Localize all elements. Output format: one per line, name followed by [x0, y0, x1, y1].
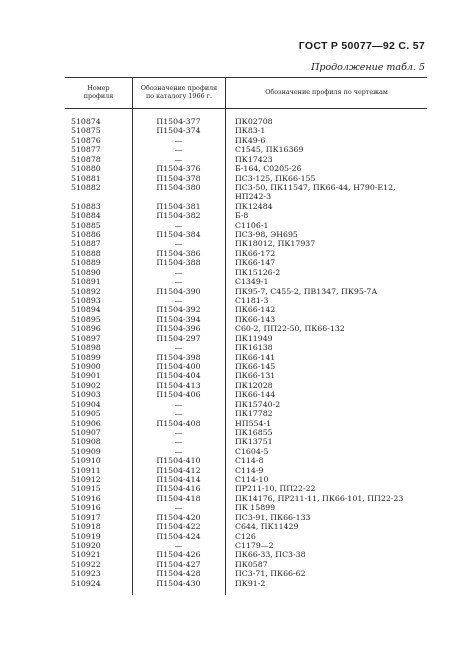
- profile-number-cell: 510874: [71, 117, 101, 126]
- drawing-designation-cell: ПК66-144: [235, 390, 276, 400]
- catalog-designation-cell: —: [174, 267, 183, 277]
- table-row: [65, 447, 427, 456]
- drawing-designation-cell: С1179—2: [235, 540, 274, 550]
- table-row: [65, 532, 427, 541]
- catalog-designation-cell: —: [174, 409, 183, 419]
- table-row: [65, 428, 427, 437]
- table-row: [65, 541, 427, 550]
- profile-number-cell: 510887: [71, 239, 101, 249]
- profile-number-cell: 510912: [71, 475, 101, 485]
- drawing-designation-cell: С1545, ПК16369: [235, 145, 304, 155]
- table-row: [65, 513, 427, 522]
- drawing-designation-cell: С1604-5: [235, 446, 269, 456]
- table-body: [65, 117, 427, 588]
- catalog-designation-cell: П1504-388: [156, 258, 201, 268]
- catalog-designation-cell: П1504-396: [156, 324, 201, 334]
- drawing-designation-cell: ПК16138: [235, 343, 273, 353]
- drawing-designation-cell: С644, ПК11429: [235, 522, 299, 532]
- drawing-designation-cell: ПК15126-2: [235, 267, 281, 277]
- drawing-designation-cell: ПК11949: [235, 333, 273, 343]
- catalog-designation-cell: —: [174, 135, 183, 145]
- catalog-designation-cell: —: [174, 540, 183, 550]
- profile-number-cell: 510897: [71, 333, 101, 343]
- profile-number-cell: 510880: [71, 164, 101, 174]
- profile-number-cell: 510906: [71, 418, 101, 428]
- table-row: [65, 371, 427, 380]
- catalog-designation-cell: П1504-297: [156, 333, 201, 343]
- table-row: [65, 230, 427, 239]
- table-row: [65, 437, 427, 446]
- drawing-designation-cell: ПС3-91, ПК66-133: [235, 512, 311, 522]
- profile-number-cell: 510907: [71, 427, 101, 437]
- catalog-designation-cell: —: [174, 343, 183, 353]
- table-row: [65, 268, 427, 277]
- profile-number-cell: 510895: [71, 314, 101, 324]
- table-continuation-label: Продолжение табл. 5: [311, 62, 425, 73]
- drawing-designation-cell: ПК49-6: [235, 135, 266, 145]
- profile-number-cell: 510886: [71, 230, 101, 240]
- drawing-designation-cell: ПК12028: [235, 380, 273, 390]
- table-row: [65, 145, 427, 154]
- drawing-designation-cell: ПК0587: [235, 559, 268, 569]
- profile-number-cell: 510890: [71, 267, 101, 277]
- drawing-designation-cell: ПК17423: [235, 154, 273, 164]
- table-row: [65, 381, 427, 390]
- table-row: [65, 550, 427, 559]
- profile-number-cell: 510919: [71, 531, 101, 541]
- table-row: [65, 174, 427, 183]
- catalog-designation-cell: П1504-413: [156, 380, 201, 390]
- catalog-designation-cell: П1504-427: [156, 559, 201, 569]
- drawing-designation-cell: ПС3-125, ПК66-155: [235, 173, 316, 183]
- table-row: [65, 239, 427, 248]
- table-row: [65, 334, 427, 343]
- catalog-designation-cell: П1504-416: [156, 484, 201, 494]
- profile-number-cell: 510916: [71, 503, 101, 513]
- table-row: [65, 466, 427, 475]
- catalog-designation-cell: П1504-384: [156, 230, 201, 240]
- drawing-designation-cell: С1349-1: [235, 277, 269, 287]
- catalog-designation-cell: П1504-424: [156, 531, 201, 541]
- drawing-designation-cell: С60-2, ПП22-50, ПК66-132: [235, 324, 345, 334]
- catalog-designation-cell: —: [174, 427, 183, 437]
- table-row: [65, 192, 427, 201]
- table-row: [65, 211, 427, 220]
- profile-number-cell: 510891: [71, 277, 101, 287]
- table-row: [65, 522, 427, 531]
- table-row: [65, 305, 427, 314]
- profile-number-cell: 510878: [71, 154, 101, 164]
- table-row: [65, 155, 427, 164]
- catalog-designation-cell: П1504-380: [156, 182, 201, 192]
- drawing-designation-cell: ПР211-10, ПП22-22: [235, 484, 316, 494]
- profile-number-cell: 510899: [71, 352, 101, 362]
- drawing-designation-cell: С114-8: [235, 456, 264, 466]
- profile-number-cell: 510877: [71, 145, 101, 155]
- drawing-designation-cell: ПК66-145: [235, 361, 276, 371]
- catalog-designation-cell: П1504-377: [156, 117, 201, 126]
- drawing-designation-cell: ПК17782: [235, 409, 273, 419]
- catalog-designation-cell: —: [174, 399, 183, 409]
- profile-number-cell: 510920: [71, 540, 101, 550]
- catalog-designation-cell: П1504-420: [156, 512, 201, 522]
- catalog-designation-cell: П1504-394: [156, 314, 201, 324]
- profile-number-cell: 510894: [71, 305, 101, 315]
- table-row: [65, 579, 427, 588]
- table-row: [65, 258, 427, 267]
- table-row: [65, 475, 427, 484]
- drawing-designation-cell: ПК14176, ПР211-11, ПК66-101, ПП22-23: [235, 493, 404, 503]
- catalog-designation-cell: П1504-426: [156, 550, 201, 560]
- table-row: [65, 390, 427, 399]
- catalog-designation-cell: П1504-430: [156, 578, 201, 588]
- catalog-designation-cell: П1504-386: [156, 248, 201, 258]
- catalog-designation-cell: —: [174, 277, 183, 287]
- profile-number-cell: 510909: [71, 446, 101, 456]
- drawing-designation-cell: ПС3-50, ПК11547, ПК66-44, Н790-Е12,: [235, 182, 396, 192]
- catalog-designation-cell: П1504-392: [156, 305, 201, 315]
- table-row: [65, 400, 427, 409]
- table-row: [65, 249, 427, 258]
- table-row: [65, 494, 427, 503]
- header-catalog-designation: Обозначение профиля по каталогу 1966 г.: [140, 84, 218, 100]
- drawing-designation-cell: ПК66-143: [235, 314, 276, 324]
- profile-number-cell: 510898: [71, 343, 101, 353]
- catalog-designation-cell: П1504-418: [156, 493, 201, 503]
- profile-number-cell: 510905: [71, 409, 101, 419]
- drawing-designation-cell: Б-164, С0205-26: [235, 164, 302, 174]
- drawing-designation-cell: НП242-3: [235, 192, 272, 202]
- catalog-designation-cell: П1504-390: [156, 286, 201, 296]
- table-row: [65, 202, 427, 211]
- catalog-designation-cell: —: [174, 503, 183, 513]
- page-header: ГОСТ Р 50077—92 С. 57: [298, 40, 425, 52]
- catalog-designation-cell: —: [174, 145, 183, 155]
- profile-number-cell: 510903: [71, 390, 101, 400]
- catalog-designation-cell: П1504-376: [156, 164, 201, 174]
- table-row: [65, 324, 427, 333]
- catalog-designation-cell: П1504-381: [156, 201, 201, 211]
- table-row: [65, 126, 427, 135]
- drawing-designation-cell: Б-8: [235, 211, 249, 221]
- header-drawing-designation: Обозначение профиля по чертежам: [265, 87, 388, 96]
- table-row: [65, 136, 427, 145]
- profile-number-cell: 510910: [71, 456, 101, 466]
- catalog-designation-cell: —: [174, 154, 183, 164]
- table-row: [65, 409, 427, 418]
- drawing-designation-cell: ПК13751: [235, 437, 273, 447]
- drawing-designation-cell: С114-9: [235, 465, 264, 475]
- table-row: [65, 277, 427, 286]
- drawing-designation-cell: ПК83-1: [235, 126, 266, 136]
- table-row: [65, 569, 427, 578]
- catalog-designation-cell: —: [174, 220, 183, 230]
- profile-number-cell: 510922: [71, 559, 101, 569]
- drawing-designation-cell: ПК 15899: [235, 503, 276, 513]
- profile-number-cell: 510900: [71, 361, 101, 371]
- table-header-border: [65, 108, 427, 109]
- drawing-designation-cell: ПК95-7, С455-2, ПВ1347, ПК95-7А: [235, 286, 378, 296]
- profile-number-cell: 510882: [71, 182, 101, 192]
- profile-number-cell: 510885: [71, 220, 101, 230]
- table-row: [65, 164, 427, 173]
- catalog-designation-cell: —: [174, 239, 183, 249]
- profile-number-cell: 510923: [71, 569, 101, 579]
- profile-number-cell: 510921: [71, 550, 101, 560]
- table-row: [65, 287, 427, 296]
- drawing-designation-cell: С114-10: [235, 475, 269, 485]
- table-row: [65, 353, 427, 362]
- table-row: [65, 456, 427, 465]
- profile-number-cell: [65, 192, 132, 201]
- profile-number-cell: 510918: [71, 522, 101, 532]
- profile-number-cell: 510908: [71, 437, 101, 447]
- drawing-designation-cell: ПК18012, ПК17937: [235, 239, 316, 249]
- drawing-designation-cell: ПК91-2: [235, 578, 266, 588]
- catalog-designation-cell: П1504-400: [156, 361, 201, 371]
- profile-number-cell: 510901: [71, 371, 101, 381]
- profile-number-cell: 510893: [71, 296, 101, 306]
- drawing-designation-cell: ПК66-147: [235, 258, 276, 268]
- drawing-designation-cell: ПК02708: [235, 117, 273, 126]
- catalog-designation-cell: —: [174, 437, 183, 447]
- profile-number-cell: 510917: [71, 512, 101, 522]
- catalog-designation-cell: П1504-428: [156, 569, 201, 579]
- profile-number-cell: 510896: [71, 324, 101, 334]
- profile-number-cell: 510911: [71, 465, 101, 475]
- profile-number-cell: 510916: [71, 493, 101, 503]
- catalog-designation-cell: —: [174, 446, 183, 456]
- table-row: [65, 362, 427, 371]
- profile-number-cell: 510915: [71, 484, 101, 494]
- catalog-designation-cell: П1504-382: [156, 211, 201, 221]
- table-row: [65, 296, 427, 305]
- profile-number-cell: 510881: [71, 173, 101, 183]
- catalog-designation-cell: —: [174, 296, 183, 306]
- profile-number-cell: 510902: [71, 380, 101, 390]
- drawing-designation-cell: ПК66-142: [235, 305, 276, 315]
- profile-number-cell: 510924: [71, 578, 101, 588]
- table-row: [65, 503, 427, 512]
- profile-number-cell: 510884: [71, 211, 101, 221]
- drawing-designation-cell: ПС3-98, ЭН695: [235, 230, 298, 240]
- table-row: [65, 484, 427, 493]
- catalog-designation-cell: П1504-414: [156, 475, 201, 485]
- drawing-designation-cell: ПК66-141: [235, 352, 276, 362]
- drawing-designation-cell: С1181-3: [235, 296, 269, 306]
- table-row: [65, 343, 427, 352]
- table-row: [65, 315, 427, 324]
- profile-number-cell: 510892: [71, 286, 101, 296]
- profile-number-cell: 510875: [71, 126, 101, 136]
- profile-number-cell: 510904: [71, 399, 101, 409]
- table-row: [65, 221, 427, 230]
- table-row: [65, 117, 427, 126]
- catalog-designation-cell: П1504-422: [156, 522, 201, 532]
- catalog-designation-cell: П1504-408: [156, 418, 201, 428]
- catalog-designation-cell: [132, 192, 225, 201]
- catalog-designation-cell: П1504-398: [156, 352, 201, 362]
- profile-number-cell: 510876: [71, 135, 101, 145]
- drawing-designation-cell: НП554-1: [235, 418, 272, 428]
- catalog-designation-cell: П1504-412: [156, 465, 201, 475]
- drawing-designation-cell: ПК66-172: [235, 248, 276, 258]
- drawing-designation-cell: ПК16855: [235, 427, 273, 437]
- catalog-designation-cell: П1504-378: [156, 173, 201, 183]
- drawing-designation-cell: ПК66-131: [235, 371, 276, 381]
- drawing-designation-cell: ПК15740-2: [235, 399, 281, 409]
- catalog-designation-cell: П1504-410: [156, 456, 201, 466]
- drawing-designation-cell: ПС3-71, ПК66-62: [235, 569, 306, 579]
- table-row: [65, 183, 427, 192]
- header-profile-number: Номер профиля: [83, 84, 114, 100]
- drawing-designation-cell: ПК12484: [235, 201, 273, 211]
- profile-number-cell: 510883: [71, 201, 101, 211]
- drawing-designation-cell: ПК66-33, ПС3-38: [235, 550, 306, 560]
- catalog-designation-cell: П1504-404: [156, 371, 201, 381]
- drawing-designation-cell: С1106-1: [235, 220, 269, 230]
- catalog-designation-cell: П1504-406: [156, 390, 201, 400]
- table-row: [65, 419, 427, 428]
- drawing-designation-cell: С126: [235, 531, 256, 541]
- profile-number-cell: 510889: [71, 258, 101, 268]
- profile-number-cell: 510888: [71, 248, 101, 258]
- table-row: [65, 560, 427, 569]
- catalog-designation-cell: П1504-374: [156, 126, 201, 136]
- profiles-table: [65, 77, 427, 595]
